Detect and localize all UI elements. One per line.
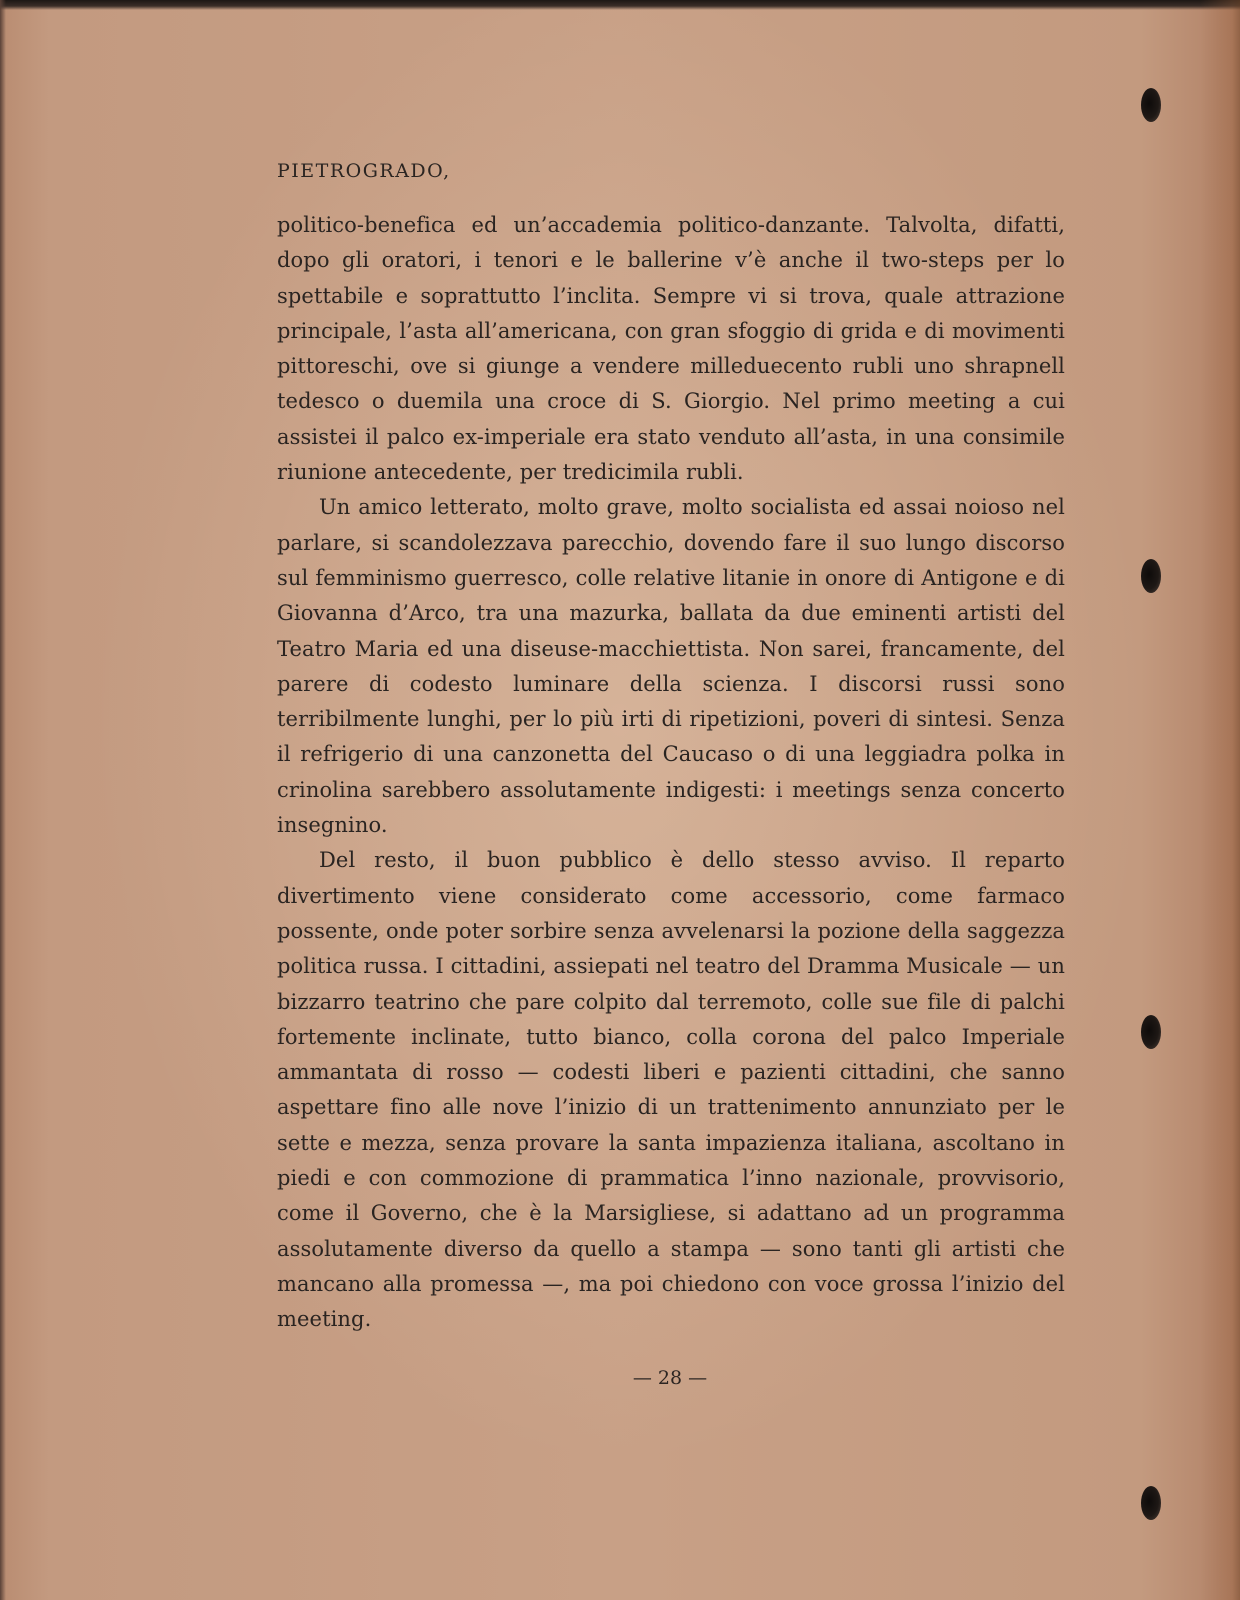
- binding-hole: [1141, 1486, 1161, 1520]
- binding-hole: [1141, 1015, 1161, 1049]
- page-right-edge: [1200, 0, 1240, 1600]
- paragraph: Del resto, il buon pubblico è dello stesso avviso. Il reparto divertimento viene considerato come accessorio, come farmaco possente, onde poter sorbire senza avvelenarsi la pozione della saggezza politica russa. I cittadini, assiepati nel teatro del Dramma Musicale — un bizzarro teatrino che pare colpito dal terremoto, colle sue file di palchi fortemente inclinate, tutto bianco, colla corona del palco Imperiale ammantata di rosso — codesti liberi e pazienti cittadini, che sanno aspettare fino alle nove l’inizio di un trattenimento annunziato per le sette e mezza, senza provare la santa impazienza italiana, ascoltano in piedi e con commozione di prammatica l’inno nazionale, provvisorio, come il Governo, che è la Marsigliese, si adattano ad un programma assolutamente diverso da quello a stampa — sono tanti gli artisti che mancano alla promessa —, ma poi chiedono con voce grossa l’inizio del meeting.: [277, 848, 1065, 1332]
- page-top-edge: [0, 0, 1240, 10]
- binding-hole: [1141, 559, 1161, 593]
- binding-hole: [1141, 88, 1161, 122]
- body-text: [277, 208, 1065, 1338]
- page-number: — 28 —: [632, 1367, 708, 1389]
- paragraph: politico-benefica ed un’accademia politico-danzante. Talvolta, difatti, dopo gli oratori, i tenori e le ballerine v’è anche il two-steps per lo spettabile e soprattutto l’inclita. Sempre vi si trova, quale attrazione principale, l’asta all’americana, con gran sfoggio di grida e di movimenti pittoreschi, ove si giunge a vendere milleduecento rubli uno shrapnell tedesco o duemila una croce di S. Giorgio. Nel primo meeting a cui assistei il palco ex-imperiale era stato venduto all’asta, in una consimile riunione antecedente, per tredicimila rubli.: [277, 213, 1065, 485]
- paragraph: Un amico letterato, molto grave, molto socialista ed assai noioso nel parlare, si scandolezzava parecchio, dovendo fare il suo lungo discorso sul femminismo guerresco, colle relative litanie in onore di Antigone e di Giovanna d’Arco, tra una mazurka, ballata da due eminenti artisti del Teatro Maria ed una diseuse-macchiettista. Non sarei, francamente, del parere di codesto luminare della scienza. I discorsi russi sono terribilmente lunghi, per lo più irti di ripetizioni, poveri di sintesi. Senza il refrigerio di una canzonetta del Caucaso o di una leggiadra polka in crinolina sarebbero assolutamente indigesti: i meetings senza concerto insegnino.: [277, 495, 1065, 838]
- page-left-edge: [0, 0, 6, 1600]
- running-header: PIETROGRADO,: [277, 160, 451, 182]
